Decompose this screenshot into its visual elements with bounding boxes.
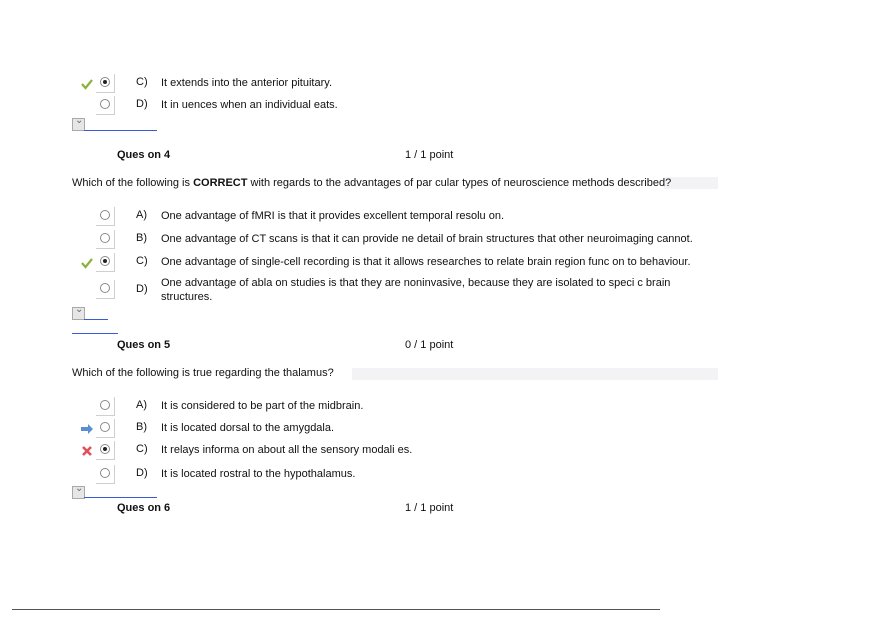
radio-button[interactable] bbox=[100, 233, 110, 243]
question-heading: Ques on 4 bbox=[117, 149, 171, 161]
option-text: It is located dorsal to the amygdala. bbox=[161, 422, 335, 434]
option-text: One advantage of fMRI is that it provides excellent temporal resolu on. bbox=[161, 210, 505, 222]
option-letter: C) bbox=[136, 255, 148, 267]
option-letter: D) bbox=[136, 283, 148, 295]
feedback-link-underline[interactable] bbox=[84, 497, 157, 498]
option-text: One advantage of CT scans is that it can provide ne detail of brain structures that other neuroimaging cannot. bbox=[161, 233, 693, 245]
option-text: It in uences when an individual eats. bbox=[161, 99, 338, 111]
radio-button[interactable] bbox=[100, 99, 110, 109]
option-letter: B) bbox=[136, 421, 147, 433]
question-points: 1 / 1 point bbox=[405, 149, 454, 161]
radio-button[interactable] bbox=[100, 283, 110, 293]
check-icon bbox=[80, 256, 94, 270]
option-text: It is considered to be part of the midbrain. bbox=[161, 400, 364, 412]
radio-button[interactable] bbox=[100, 422, 110, 432]
answer-highlight bbox=[352, 368, 718, 380]
radio-button[interactable] bbox=[100, 77, 110, 87]
radio-button[interactable] bbox=[100, 256, 110, 266]
q5-option-b bbox=[80, 420, 780, 438]
question-points: 1 / 1 point bbox=[405, 502, 454, 514]
option-letter: C) bbox=[136, 76, 148, 88]
option-letter: A) bbox=[136, 399, 147, 411]
question-prompt: Which of the following is true regarding the thalamus? bbox=[72, 367, 334, 379]
option-letter: D) bbox=[136, 467, 148, 479]
q4-option-b bbox=[80, 231, 780, 249]
feedback-link-underline[interactable] bbox=[84, 319, 108, 320]
answer-highlight bbox=[664, 177, 718, 189]
question-heading: Ques on 6 bbox=[117, 502, 171, 514]
q3-option-c bbox=[80, 75, 780, 93]
radio-button[interactable] bbox=[100, 468, 110, 478]
q5-option-a bbox=[80, 398, 780, 416]
option-letter: D) bbox=[136, 98, 148, 110]
q4-option-c bbox=[80, 254, 780, 272]
q4-option-a bbox=[80, 208, 780, 226]
question-points: 0 / 1 point bbox=[405, 339, 454, 351]
option-letter: B) bbox=[136, 232, 147, 244]
arrow-right-icon bbox=[80, 422, 94, 436]
page-footer-rule bbox=[12, 609, 660, 610]
cross-icon bbox=[80, 444, 94, 458]
option-text: One advantage of abla on studies is that they are noninvasive, because they are isolated to speci c brain structures. bbox=[161, 277, 671, 303]
q5-option-c bbox=[80, 442, 780, 460]
feedback-link-underline[interactable] bbox=[72, 333, 118, 334]
check-icon bbox=[80, 77, 94, 91]
feedback-link-underline[interactable] bbox=[84, 130, 157, 131]
option-text: It extends into the anterior pituitary. bbox=[161, 77, 332, 89]
option-text: It is located rostral to the hypothalamus. bbox=[161, 468, 356, 480]
question-prompt: Which of the following is CORRECT with regards to the advantages of par cular types of neuroscience methods described? bbox=[72, 177, 672, 189]
option-text: One advantage of single-cell recording is that it allows researches to relate brain region func on to behaviour. bbox=[161, 256, 691, 268]
radio-button[interactable] bbox=[100, 210, 110, 220]
option-text: It relays informa on about all the sensory modali es. bbox=[161, 444, 413, 456]
q4-option-d bbox=[80, 277, 780, 313]
question-heading: Ques on 5 bbox=[117, 339, 171, 351]
option-letter: C) bbox=[136, 443, 148, 455]
radio-button[interactable] bbox=[100, 400, 110, 410]
option-letter: A) bbox=[136, 209, 147, 221]
radio-button[interactable] bbox=[100, 444, 110, 454]
q3-option-d bbox=[80, 97, 780, 115]
q5-option-d bbox=[80, 466, 780, 484]
